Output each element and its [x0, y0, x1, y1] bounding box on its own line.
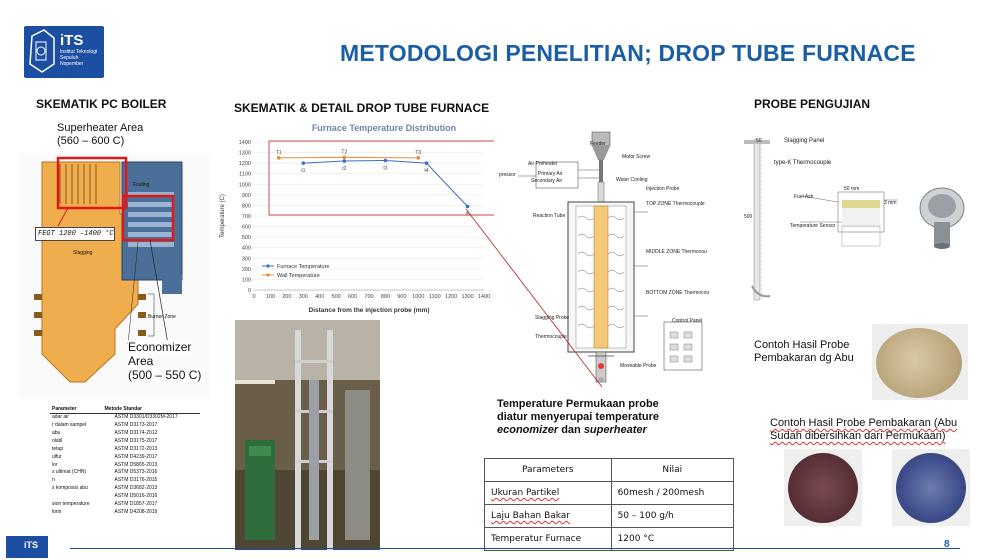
- x-tick-label: 100: [265, 294, 276, 300]
- y-axis-label: Temperature (C): [220, 194, 226, 238]
- table-row: [50, 461, 200, 469]
- section-title-probe: PROBE PENGUJIAN: [754, 97, 871, 111]
- table-cell: ASTM D5373-2016: [114, 469, 158, 476]
- table-row: [50, 492, 200, 500]
- operating-parameters-table: [484, 458, 734, 551]
- table-cell: 50 – 100 g/h: [611, 505, 733, 528]
- footer-divider: [70, 548, 960, 549]
- legend-marker: [266, 273, 269, 276]
- fouling-label: Fouling: [133, 182, 150, 188]
- table-cell: lorin: [52, 508, 62, 515]
- dtf-label-reaction-tube: Reaction Tube: [533, 213, 566, 219]
- x-axis-label: Distance from the injection probe (mm): [308, 307, 430, 314]
- y-tick-label: 900: [241, 192, 251, 199]
- data-point: [343, 156, 347, 160]
- table-row: [485, 505, 734, 528]
- table-cell: s komposisi abu: [52, 485, 88, 492]
- y-tick-label: 1200: [238, 161, 251, 168]
- probe-dim-50: 50: [756, 138, 762, 144]
- probe-schematic: [742, 126, 970, 302]
- dtf-label-control-panel: Control Panel: [672, 318, 703, 324]
- note-line-1: Temperature Permukaan probe: [497, 398, 659, 410]
- pc-boiler-schematic: [20, 154, 210, 399]
- table-header: Parameter: [50, 406, 103, 413]
- y-tick-label: 300: [241, 256, 251, 263]
- data-label: T1: [275, 149, 282, 156]
- x-tick-label: 200: [282, 294, 292, 300]
- probe-label-temperature-sensor: Temperature Sensor: [790, 223, 836, 229]
- x-tick-label: 800: [380, 294, 391, 300]
- economizer-label-1: Economizer: [128, 340, 192, 354]
- dtf-label-air-preheater: Air Preheater: [528, 161, 558, 167]
- data-point: [416, 156, 420, 160]
- table-cell: ASTM D3176-2015: [114, 477, 158, 484]
- table-cell: lor: [52, 461, 58, 468]
- table-cell: ASTM D1857-2017: [114, 500, 158, 507]
- table-cell: ASTM D5016-2016: [114, 493, 158, 500]
- y-tick-label: 400: [241, 245, 251, 252]
- series-line-1: [279, 157, 419, 158]
- table-cell: abu: [52, 430, 61, 437]
- y-tick-label: 200: [241, 266, 251, 273]
- legend-entry: Wall Temperature: [277, 273, 320, 279]
- y-tick-label: 500: [241, 235, 251, 242]
- probe-dim-500: 500: [744, 214, 753, 220]
- table-row: [50, 469, 200, 477]
- data-point: [343, 159, 347, 163]
- note-economizer: economizer: [497, 424, 559, 436]
- analysis-standards-table: [50, 406, 200, 516]
- chart-to-diagram-connector: [460, 205, 610, 395]
- table-cell: sion temperature: [52, 500, 90, 507]
- table-row: [50, 477, 200, 485]
- page-title: METODOLOGI PENELITIAN; DROP TUBE FURNACE: [340, 40, 916, 66]
- x-tick-label: 500: [331, 294, 341, 300]
- table-cell: ASTM D3172-2013: [114, 445, 158, 452]
- probe-ash-photo-bg: [872, 324, 968, 400]
- superheater-label-2: (560 – 600 C): [57, 135, 125, 147]
- y-tick-label: 100: [241, 277, 251, 284]
- table-row: [50, 445, 200, 453]
- x-tick-label: 0: [252, 294, 256, 300]
- table-cell: ulfur: [52, 453, 62, 460]
- x-tick-label: 600: [347, 294, 358, 300]
- section-title-dtf: SKEMATIK & DETAIL DROP TUBE FURNACE: [234, 101, 490, 115]
- x-tick-label: 700: [364, 294, 374, 300]
- table-cell: adar air: [52, 414, 69, 421]
- y-tick-label: 1000: [238, 182, 251, 189]
- x-tick-label: 1100: [428, 294, 441, 300]
- table-header: Nilai: [611, 459, 733, 482]
- table-cell: n: [52, 477, 55, 484]
- chart-title: Furnace Temperature Distribution: [311, 123, 457, 133]
- x-tick-label: 300: [298, 294, 308, 300]
- table-cell: Ukuran Partikel: [485, 482, 612, 505]
- table-row: [50, 484, 200, 492]
- y-tick-label: 0: [247, 288, 251, 294]
- probe-label-thermocouple: type-K Thermocouple: [774, 160, 832, 166]
- table-cell: ASTM D3682-2013: [114, 485, 158, 492]
- table-row: [50, 429, 200, 437]
- dtf-label-motor-screw: Motor Screw: [622, 154, 651, 160]
- data-point: [277, 156, 281, 160]
- section-title-boiler: SKEMATIK PC BOILER: [36, 97, 167, 111]
- table-cell: [50, 492, 103, 500]
- y-tick-label: 1300: [238, 150, 251, 157]
- table-cell: ASTM D4208-2019: [114, 508, 158, 515]
- probe-temperature-note: [497, 398, 697, 437]
- dtf-label-water-cooling: Water Cooling: [616, 177, 648, 183]
- probe-ash-photo: [876, 328, 962, 398]
- table-cell: ASTM D3173-2017: [114, 422, 158, 429]
- table-cell: ASTM D3174-2012: [114, 430, 158, 437]
- logo-subtext: Institut Teknologi Sepuluh Nopember: [60, 49, 98, 67]
- dtf-label-moveable-probe: Moveable Probe: [620, 363, 657, 369]
- data-label: T3: [415, 149, 422, 156]
- legend-entry: Furnace Temperature: [277, 264, 330, 270]
- y-tick-label: 1400: [238, 140, 251, 146]
- dtf-label-feeder: Feeder: [590, 141, 606, 147]
- data-point: [425, 161, 429, 165]
- table-cell: r dalam sampel: [52, 422, 87, 429]
- table-row: [50, 508, 200, 516]
- x-tick-label: 1300: [461, 294, 474, 300]
- fegt-label: FEGT 1200 –1400 °C: [35, 227, 115, 241]
- its-logo: [24, 26, 104, 78]
- dtf-label-bottom-zone: BOTTOM ZONE Thermocou: [646, 290, 710, 296]
- table-header: Parameters: [485, 459, 612, 482]
- data-label: t2: [342, 166, 347, 173]
- x-tick-label: 1200: [445, 294, 458, 300]
- x-tick-label: 400: [315, 294, 325, 300]
- dtf-label-thermocouple: Thermocouple: [535, 334, 567, 340]
- footer-its-logo: iTS: [6, 536, 48, 558]
- probe-label-slagging-panel: Slagging Panel: [784, 138, 825, 144]
- probe-label-fuel-ash: Fuel Ash: [794, 194, 814, 200]
- superheater-label-1: Superheater Area: [57, 122, 144, 134]
- table-row: [50, 453, 200, 461]
- table-cell: ASTM D5865-2013: [114, 461, 158, 468]
- probe-clean-photo-1: [784, 449, 862, 526]
- y-tick-label: 600: [241, 224, 251, 231]
- legend-marker: [266, 264, 269, 267]
- caption-probe-ash-2: Pembakaran dg Abu: [754, 352, 854, 364]
- x-tick-label: 900: [397, 294, 407, 300]
- x-tick-label: 1400: [477, 294, 491, 300]
- table-cell: olatil: [52, 437, 63, 444]
- table-row: [50, 500, 200, 508]
- table-row: [50, 421, 200, 429]
- data-label: t1: [301, 168, 306, 175]
- table-cell: Laju Bahan Bakar: [485, 505, 612, 528]
- table-cell: ASTM D3301/D3302M-2017: [114, 414, 178, 421]
- dtf-label-slagging-probe: Slagging Probe: [535, 315, 570, 321]
- slagging-label: Slagging: [73, 250, 93, 256]
- table-cell: 60mesh / 200mesh: [611, 482, 733, 505]
- data-label: t5: [465, 211, 470, 218]
- table-cell: 1200 °C: [611, 528, 733, 551]
- dtf-facility-photo: [235, 320, 380, 550]
- note-and: dan: [558, 424, 584, 436]
- table-row: [485, 482, 734, 505]
- table-cell: Temperatur Furnace: [485, 528, 612, 551]
- table-row: [50, 437, 200, 445]
- dtf-label-top-zone: TOP ZONE Thermocouple: [646, 201, 705, 207]
- x-tick-label: 1000: [412, 294, 425, 300]
- dtf-label-injection-probe: Injection Probe: [646, 186, 680, 192]
- dtf-label-middle-zone: MIDDLE ZONE Thermocou: [646, 249, 707, 255]
- y-tick-label: 700: [241, 214, 251, 220]
- y-tick-label: 800: [241, 203, 251, 210]
- dtf-label-primary-air: Primary Air: [538, 171, 563, 177]
- dtf-label-compressor: pressor: [499, 172, 516, 178]
- probe-dim-50mm: 50 mm: [844, 186, 860, 192]
- economizer-label-2: Area: [128, 354, 154, 368]
- note-line-2: diatur menyerupai temperature: [497, 411, 659, 423]
- logo-text: iTS: [60, 32, 84, 49]
- data-point: [384, 159, 388, 163]
- caption-probe-clean-1: Contoh Hasil Probe Pembakaran (Abu: [770, 417, 958, 429]
- data-label: t3: [383, 165, 388, 172]
- economizer-label-3: (500 – 550 C): [128, 368, 202, 382]
- table-cell: tetap: [52, 445, 64, 452]
- caption-probe-ash-1: Contoh Hasil Probe: [754, 339, 850, 351]
- table-cell: ASTM D3175-2017: [114, 437, 158, 444]
- note-superheater: superheater: [583, 424, 647, 436]
- y-tick-label: 1100: [239, 171, 251, 178]
- table-cell: s ultimat (CHN): [52, 469, 87, 476]
- probe-dim-3mm: 3 mm: [884, 200, 897, 206]
- data-label: t4: [424, 168, 429, 175]
- furnace-temperature-chart: [214, 120, 494, 320]
- table-cell: ASTM D4239-2017: [114, 453, 158, 460]
- caption-probe-clean-2: Sudah dibersihkan dari Permukaan): [770, 430, 946, 442]
- data-point: [301, 161, 305, 165]
- data-label: T2: [341, 149, 348, 156]
- table-header: Metode Standar: [103, 406, 200, 413]
- dtf-label-secondary-air: Secondary Air: [531, 178, 563, 184]
- table-row: [50, 413, 200, 421]
- burner-zone-label: Burner Zone: [148, 314, 176, 320]
- page-number: 8: [944, 539, 950, 550]
- probe-clean-photo-2: [892, 449, 970, 526]
